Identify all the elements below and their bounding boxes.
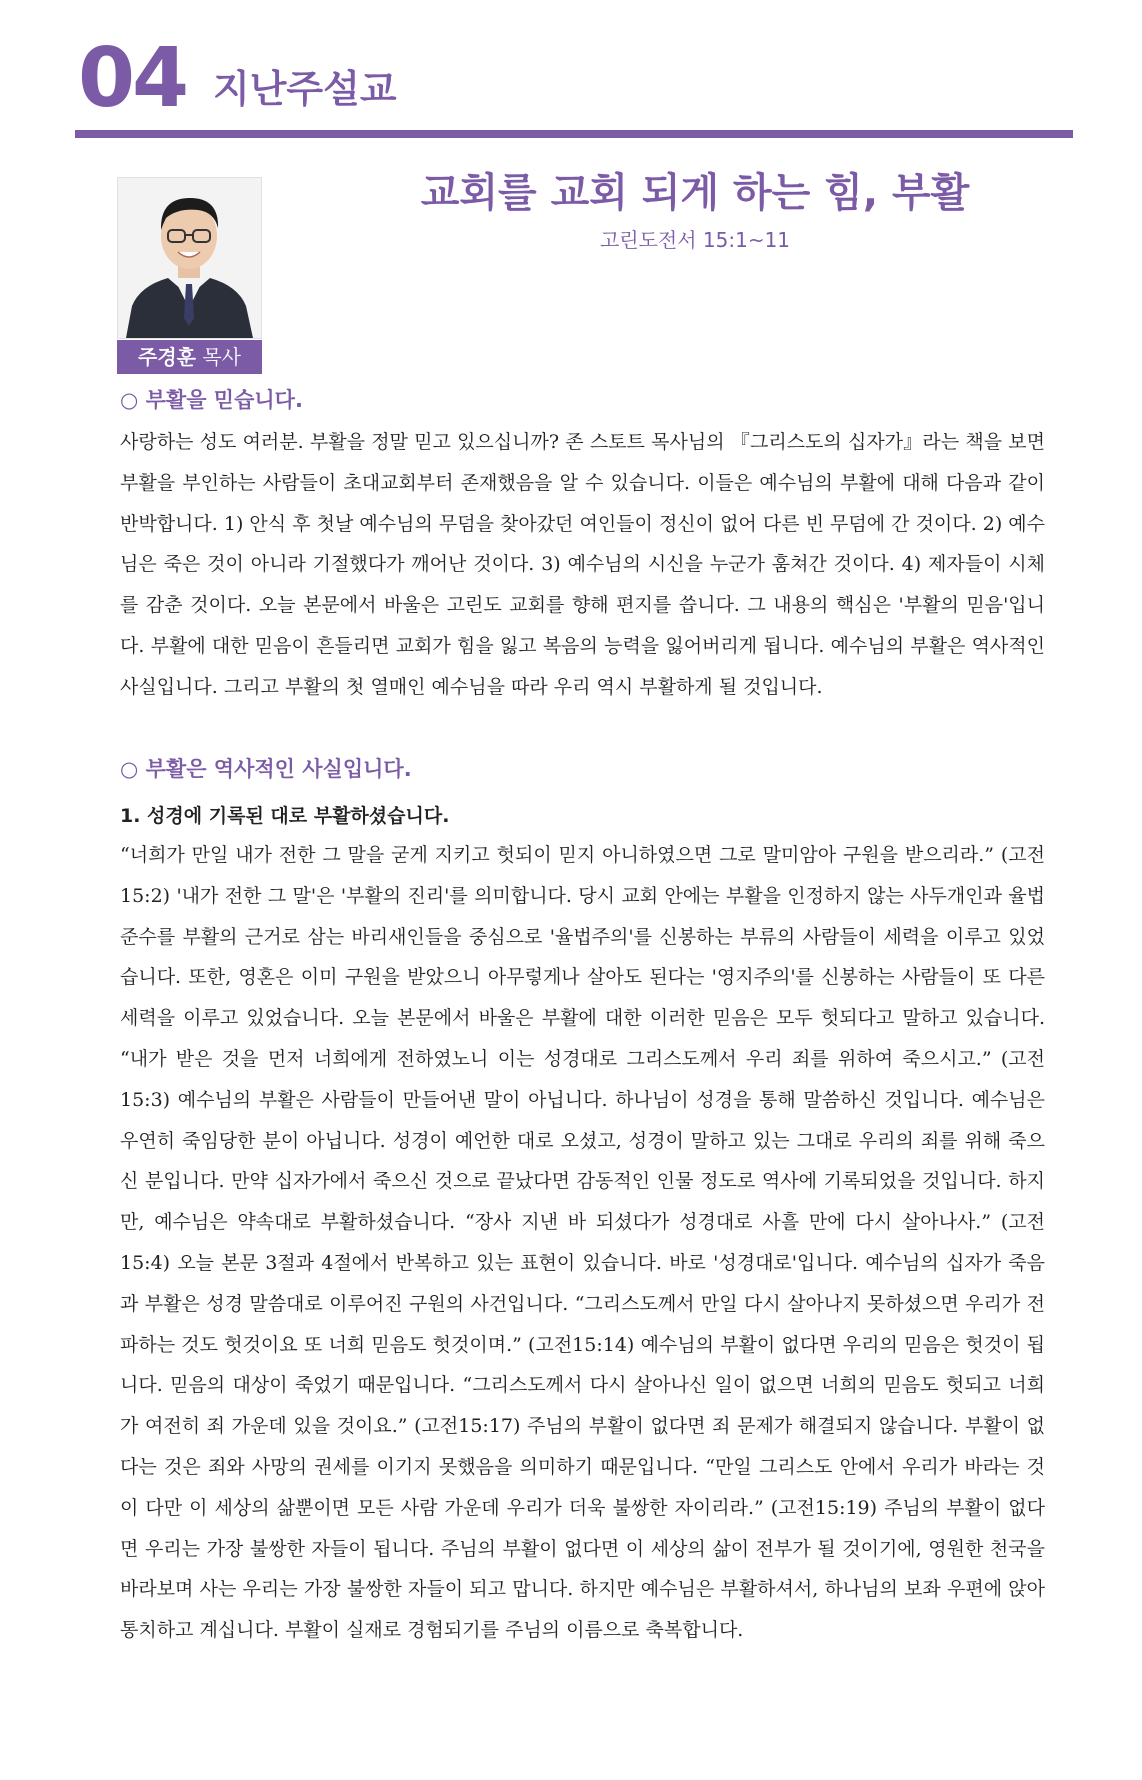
section-title: 지난주설교 <box>213 67 397 111</box>
pastor-portrait-icon <box>118 178 261 338</box>
body-paragraph-1: 사랑하는 성도 여러분. 부활을 정말 믿고 있으십니까? 존 스토트 목사님의 『그리스도의 십자가』라는 책을 보면 부활을 부인하는 사람들이 초대교회부터 존재했음을 알 수 있습니다. 이들은 예수님의 부활에 대해 다음과 같이 반박합니다. 1) 안식 후 첫날 예수님의 무덤을 찾아갔던 여인들이 정신이 없어 다른 빈 무덤에 간 것이다. 2) 예수님은 죽은 것이 아니라 기절했다가 깨어난 것이다. 3) 예수님의 시신을 누군가 훔쳐간 것이다. 4) 제자들이 시체를 감춘 것이다. 오늘 본문에서 바울은 고린도 교회를 향해 편지를 씁니다. 그 내용의 핵심은 '부활의 믿음'입니다. 부활에 대한 믿음이 흔들리면 교회가 힘을 잃고 복음의 능력을 잃어버리게 됩니다. 예수님의 부활은 역사적인 사실입니다. 그리고 부활의 첫 열매인 예수님을 따라 우리 역시 부활하게 될 것입니다. <box>120 431 1045 698</box>
body-paragraph-2: “너희가 만일 내가 전한 그 말을 굳게 지키고 헛되이 믿지 아니하였으면 그로 말미암아 구원을 받으리라.” (고전15:2) '내가 전한 그 말'은 '부활의 진리'를 의미합니다. 당시 교회 안에는 부활을 인정하지 않는 사두개인과 율법준수를 부활의 근거로 삼는 바리새인들을 중심으로 '율법주의'를 신봉하는 부류의 사람들이 세력을 이루고 있었습니다. 또한, 영혼은 이미 구원을 받았으니 아무렇게나 살아도 된다는 '영지주의'를 신봉하는 사람들이 또 다른 세력을 이루고 있었습니다. 오늘 본문에서 바울은 부활에 대한 이러한 믿음은 모두 헛되다고 말하고 있습니다. “내가 받은 것을 먼저 너희에게 전하였노니 이는 성경대로 그리스도께서 우리 죄를 위하여 죽으시고.” (고전15:3) 예수님의 부활은 사람들이 만들어낸 말이 아닙니다. 하나님이 성경을 통해 말씀하신 것입니다. 예수님은 우연히 죽임당한 분이 아닙니다. 성경이 예언한 대로 오셨고, 성경이 말하고 있는 그대로 우리의 죄를 위해 죽으신 분입니다. 만약 십자가에서 죽으신 것으로 끝났다면 감동적인 인물 정도로 역사에 기록되었을 것입니다. 하지만, 예수님은 약속대로 부활하셨습니다. “장사 지낸 바 되셨다가 성경대로 사흘 만에 다시 살아나사.” (고전15:4) 오늘 본문 3절과 4절에서 반복하고 있는 표현이 있습니다. 바로 '성경대로'입니다. 예수님의 십자가 죽음과 부활은 성경 말씀대로 이루어진 구원의 사건입니다. “그리스도께서 만일 다시 살아나지 못하셨으면 우리가 전파하는 것도 헛것이요 또 너희 믿음도 헛것이며.” (고전15:14) 예수님의 부활이 없다면 우리의 믿음은 헛것이 됩니다. 믿음의 대상이 죽었기 때문입니다. “그리스도께서 다시 살아나신 일이 없으면 너희의 믿음도 헛되고 너희가 여전히 죄 가운데 있을 것이요.” (고전15:17) 주님의 부활이 없다면 죄 문제가 해결되지 않습니다. 부활이 없다는 것은 죄와 사망의 권세를 이기지 못했음을 의미하기 때문입니다. “만일 그리스도 안에서 우리가 바라는 것이 다만 이 세상의 삶뿐이면 모든 사람 가운데 우리가 더욱 불쌍한 자이리라.” (고전15:19) 주님의 부활이 없다면 우리는 가장 불쌍한 자들이 됩니다. 주님의 부활이 없다면 이 세상의 삶이 전부가 될 것이기에, 영원한 천국을 바라보며 사는 우리는 가장 불쌍한 자들이 되고 맙니다. 하지만 예수님은 부활하셔서, 하나님의 보좌 우편에 앉아 통치하고 계십니다. 부활이 실재로 경험되기를 주님의 이름으로 축복합니다. <box>120 844 1045 1642</box>
header-divider <box>75 130 1073 138</box>
pastor-photo <box>117 177 262 339</box>
section-heading-2: ○ 부활은 역사적인 사실입니다. <box>120 757 412 781</box>
section-heading-1: ○ 부활을 믿습니다. <box>120 388 303 412</box>
subheading-1: 1. 성경에 기록된 대로 부활하셨습니다. <box>120 805 450 827</box>
sermon-title: 교회를 교회 되게 하는 힘, 부활 <box>420 170 970 216</box>
pastor-role: 목사 <box>202 345 241 369</box>
section-number: 04 <box>78 31 187 126</box>
pastor-name-tag <box>117 340 262 374</box>
scripture-reference: 고린도전서 15:1~11 <box>599 228 791 252</box>
pastor-name: 주경훈 <box>138 345 196 369</box>
